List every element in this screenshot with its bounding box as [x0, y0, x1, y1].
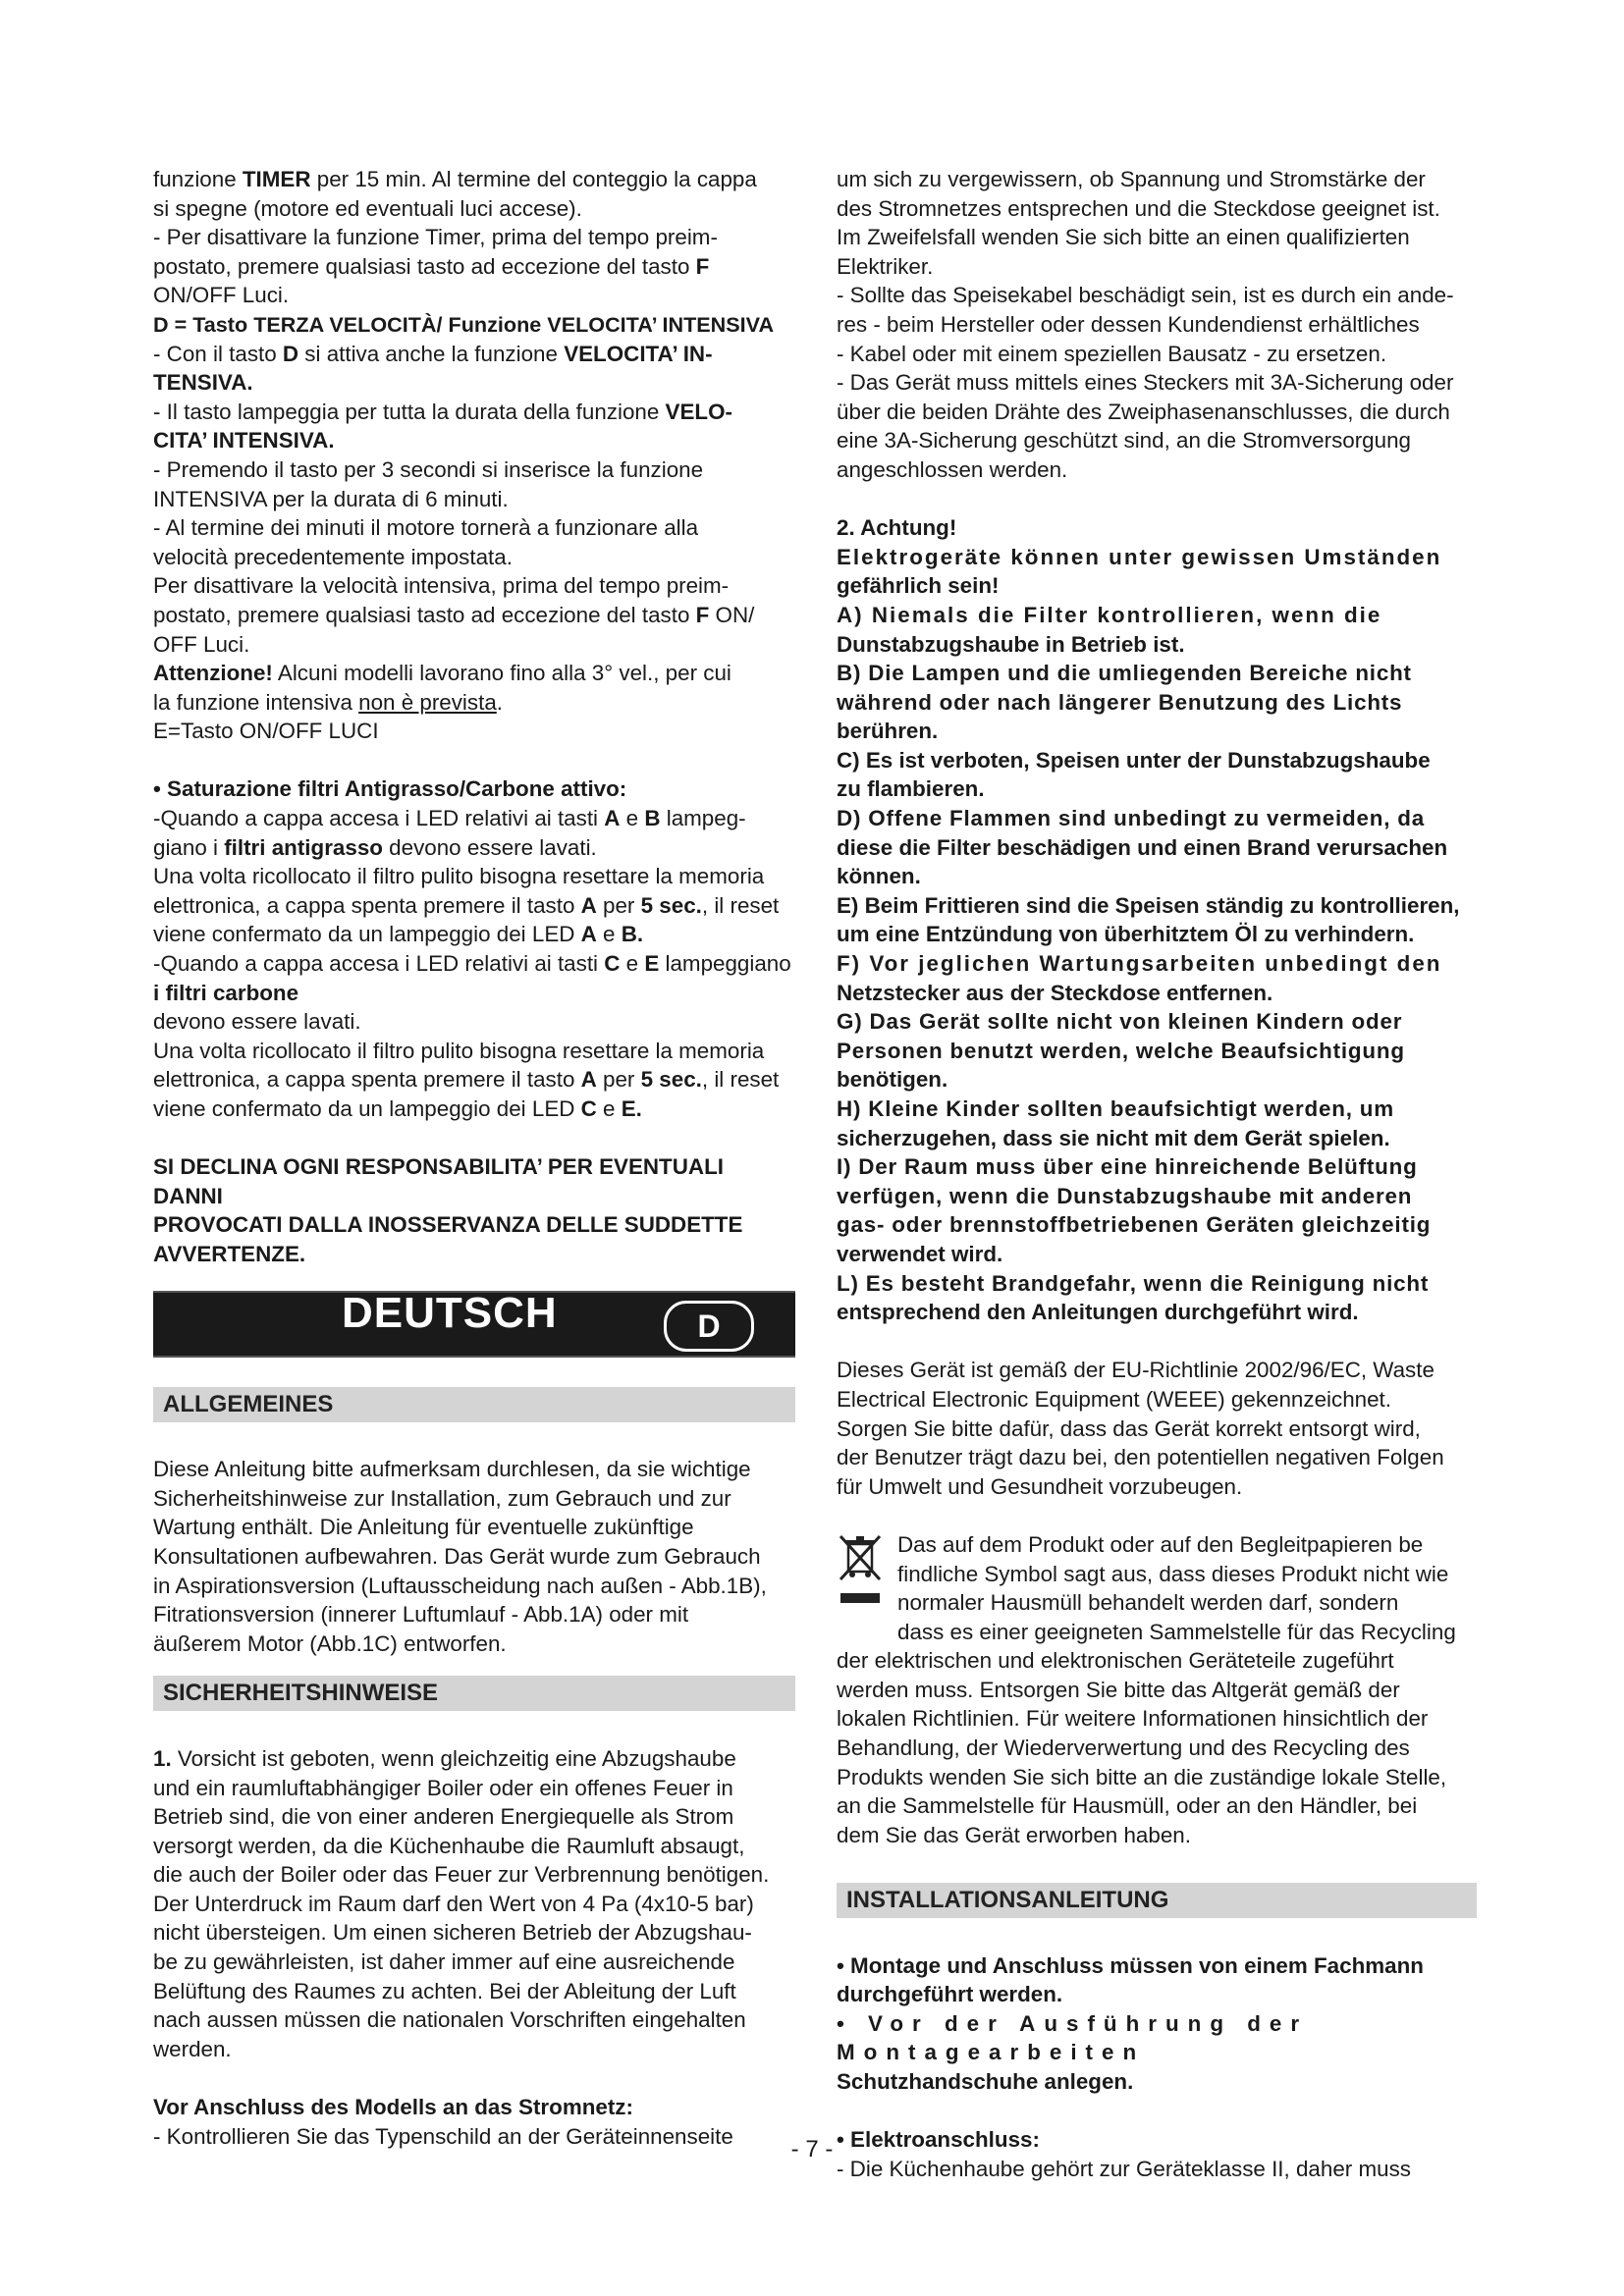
sicherheit-paragraph: [153, 1744, 795, 2064]
right-column: [837, 165, 1477, 2183]
warning-line: I) Der Raum muss über eine hinreichende Belüftung: [837, 1154, 1418, 1180]
text-segment: Vorsicht ist geboten, wenn gleichzeitig eine Abzugshaube: [171, 1745, 736, 1771]
attention-underline: non è prevista: [358, 689, 497, 715]
symbol-rest-paragraph: [837, 1646, 1477, 1849]
filters-heading: • Saturazione filtri Antigrasso/Carbone attivo:: [153, 776, 627, 802]
text-line: Der Unterdruck im Raum darf den Wert von 4 Pa (4x10-5 bar): [153, 1891, 754, 1916]
text-line: normaler Hausmüll behandelt werden darf, sondern: [897, 1590, 1399, 1616]
text-segment: -Quando a cappa accesa i LED relativi ai tasti: [153, 806, 605, 831]
text-line: eine 3A-Sicherung geschützt sind, an die Stromversorgung: [837, 428, 1411, 454]
bold-text: C: [604, 951, 621, 977]
warning-line: gefährlich sein!: [837, 573, 1000, 599]
text-segment: per: [596, 1067, 641, 1093]
text-segment: , il reset: [701, 892, 780, 918]
text-line: si spegne (motore ed eventuali luci accese).: [153, 195, 582, 221]
text-line: werden muss. Entsorgen Sie bitte das Altgerät gemäß der: [837, 1677, 1400, 1702]
bold-text: VELO-: [665, 399, 732, 424]
power-paragraph: [837, 165, 1477, 485]
timer-paragraph: [153, 165, 795, 310]
text-segment: e: [620, 806, 645, 831]
text-line: äußerem Motor (Abb.1C) entworfen.: [153, 1630, 507, 1656]
e-line: E=Tasto ON/OFF LUCI: [153, 719, 379, 744]
bold-text: 1.: [153, 1745, 172, 1771]
text-line: - Al termine dei minuti il motore tornerà a funzionare alla: [153, 515, 699, 541]
text-line: Konsultationen aufbewahren. Das Gerät wurde zum Gebrauch: [153, 1543, 761, 1569]
install-line: durchgeführt werden.: [837, 1982, 1063, 2007]
text-segment: - Il tasto lampeggia per tutta la durata della funzione: [153, 399, 666, 424]
warning-line: sicherzugehen, dass sie nicht mit dem Gerät spielen.: [837, 1125, 1390, 1150]
text-segment: elettronica, a cappa spenta premere il tasto: [153, 1067, 581, 1093]
bold-text: A: [580, 922, 597, 947]
warning-line: diese die Filter beschädigen und einen Brand verursachen: [837, 834, 1448, 860]
attention-line-1: [153, 659, 795, 688]
warning-line: zu flambieren.: [837, 776, 985, 802]
symbol-text: [897, 1530, 1456, 1646]
attention-line-2: [153, 688, 795, 718]
text-line: [153, 398, 795, 427]
text-line: Per disattivare la velocità intensiva, prima del tempo preim-: [153, 573, 730, 599]
text-segment: ON/: [709, 602, 755, 627]
text-line: Electrical Electronic Equipment (WEEE) gekennzeichnet.: [837, 1386, 1391, 1412]
text-segment: si attiva anche la funzione: [298, 341, 565, 366]
text-segment: funzione: [153, 167, 243, 191]
bold-text: 5 sec.: [640, 892, 702, 918]
install-line: • Vor der Ausführung der Montagearbeiten: [837, 2010, 1309, 2065]
text-segment: - Con il tasto: [153, 341, 283, 366]
text-line: Diese Anleitung bitte aufmerksam durchlesen, da sie wichtige: [153, 1457, 751, 1482]
warning-line: G) Das Gerät sollte nicht von kleinen Kindern oder: [837, 1009, 1403, 1035]
text-segment: postato, premere qualsiasi tasto ad eccezione del tasto: [153, 602, 696, 627]
text-line: Wartung enthält. Die Anleitung für eventuelle zukünftige: [153, 1515, 694, 1540]
language-banner: [153, 1288, 795, 1358]
text-line: Belüftung des Raumes zu achten. Bei der Ableitung der Luft: [153, 1978, 736, 2003]
install-line: • Montage und Anschluss müssen von einem Fachmann: [837, 1952, 1424, 1978]
text-line: lokalen Richtlinien. Für weitere Informationen hinsichtlich der: [837, 1706, 1429, 1732]
text-line: nicht übersteigen. Um einen sicheren Betrieb der Abzugshau-: [153, 1920, 752, 1946]
text-segment: per 15 min. Al termine del conteggio la cappa: [310, 167, 757, 191]
text-segment: e: [596, 922, 622, 947]
bold-text: CITA’ INTENSIVA.: [153, 428, 335, 454]
text-line: - Kabel oder mit einem speziellen Bausatz - zu ersetzen.: [837, 341, 1387, 366]
connect-line: - Kontrollieren Sie das Typenschild an der Geräteinnenseite: [153, 2123, 733, 2149]
text-line: werden.: [153, 2036, 232, 2061]
disclaimer: [153, 1152, 795, 1268]
bold-text: B: [644, 806, 661, 831]
weee-symbol-block: [837, 1530, 1477, 1646]
text-segment: -Quando a cappa accesa i LED relativi ai tasti: [153, 951, 605, 977]
warning-line: F) Vor jeglichen Wartungsarbeiten unbedingt den: [837, 951, 1442, 977]
text-segment: devono essere lavati.: [382, 834, 597, 860]
section-allgemeines: ALLGEMEINES: [153, 1387, 795, 1422]
text-line: [153, 601, 795, 630]
warnings-list: [837, 543, 1477, 1327]
bold-text: A: [604, 806, 621, 831]
warning-line: berühren.: [837, 719, 939, 744]
text-line: - Das Gerät muss mittels eines Steckers mit 3A-Sicherung oder: [837, 370, 1454, 396]
text-segment: postato, premere qualsiasi tasto ad eccezione del tasto: [153, 253, 696, 279]
warning-line: benötigen.: [837, 1067, 948, 1093]
text-line: [153, 1065, 795, 1095]
text-line: [153, 1095, 795, 1124]
text-line: [153, 426, 795, 455]
warning-line: während oder nach längerer Benutzung des Lichts: [837, 689, 1403, 715]
text-line: Una volta ricollocato il filtro pulito bisogna resettare la memoria: [153, 1038, 765, 1063]
text-line: nach aussen müssen die nationalen Vorschriften eingehalten: [153, 2007, 746, 2033]
bold-text: TIMER: [242, 167, 311, 191]
text-segment: elettronica, a cappa spenta premere il tasto: [153, 892, 581, 918]
text-segment: per: [596, 892, 641, 918]
text-line: [153, 1744, 795, 1774]
text-line: [153, 368, 795, 398]
text-segment: e: [620, 951, 645, 977]
text-line: versorgt werden, da die Küchenhaube die Raumluft absaugt,: [153, 1833, 745, 1858]
text-line: [153, 891, 795, 921]
text-line: [153, 340, 795, 369]
warning-line: verwendet wird.: [837, 1241, 1003, 1266]
text-line: INTENSIVA per la durata di 6 minuti.: [153, 486, 509, 511]
text-segment: lampeg-: [660, 806, 746, 831]
warning-line: Netzstecker aus der Steckdose entfernen.: [837, 980, 1273, 1005]
text-line: Im Zweifelsfall wenden Sie sich bitte an einen qualifizierten: [837, 225, 1410, 250]
attention-text-2: la funzione intensiva: [153, 689, 359, 715]
text-line: [153, 949, 795, 979]
text-line: und ein raumluftabhängiger Boiler oder ein offenes Feuer in: [153, 1775, 733, 1800]
text-line: res - beim Hersteller oder dessen Kundendienst erhältliches: [837, 311, 1420, 337]
allgemeines-paragraph: [153, 1455, 795, 1658]
text-line: findliche Symbol sagt aus, dass dieses Produkt nicht wie: [897, 1561, 1449, 1586]
elektro-line: - Die Küchenhaube gehört zur Geräteklasse II, daher muss: [837, 2156, 1411, 2181]
bold-text: 5 sec.: [640, 1067, 702, 1093]
warning-line: Dunstabzugshaube in Betrieb ist.: [837, 631, 1185, 657]
install-line: Schutzhandschuhe anlegen.: [837, 2069, 1134, 2094]
filters-paragraph: [153, 804, 795, 1124]
warning-line: verfügen, wenn die Dunstabzugshaube mit anderen: [837, 1183, 1413, 1208]
text-line: [153, 252, 795, 282]
text-line: Fitrationsversion (innerer Luftumlauf - Abb.1A) oder mit: [153, 1602, 689, 1628]
text-line: [153, 920, 795, 949]
weee-paragraph: [837, 1356, 1477, 1501]
text-line: - Premendo il tasto per 3 secondi si inserisce la funzione: [153, 456, 704, 482]
language-title: DEUTSCH: [342, 1288, 558, 1337]
d-paragraph: [153, 340, 795, 660]
text-line: die auch der Boiler oder das Feuer zur Verbrennung benötigen.: [153, 1862, 770, 1888]
bold-text: A: [580, 892, 597, 918]
bold-text: A: [580, 1067, 597, 1093]
text-line: ON/OFF Luci.: [153, 283, 290, 308]
warning-line: entsprechend den Anleitungen durchgeführt wird.: [837, 1300, 1359, 1325]
attention-text: Alcuni modelli lavorano fino alla 3° vel., per cui: [272, 661, 731, 686]
warning-line: H) Kleine Kinder sollten beaufsichtigt werden, um: [837, 1096, 1394, 1121]
text-line: in Aspirationsversion (Luftausscheidung nach außen - Abb.1B),: [153, 1573, 767, 1598]
text-line: Elektriker.: [837, 253, 934, 279]
disclaimer-line: AVVERTENZE.: [153, 1241, 306, 1266]
attention-end: .: [496, 689, 504, 715]
text-line: [153, 165, 795, 194]
bold-text: TENSIVA.: [153, 370, 253, 396]
text-segment: giano i: [153, 834, 225, 860]
text-line: um sich zu vergewissern, ob Spannung und Stromstärke der: [837, 167, 1426, 191]
elektro-heading: • Elektroanschluss:: [837, 2127, 1040, 2153]
text-line: Produkts wenden Sie sich bitte an die zuständige lokale Stelle,: [837, 1764, 1447, 1789]
text-line: Sicherheitshinweise zur Installation, zum Gebrauch und zur: [153, 1485, 731, 1511]
text-line: dass es einer geeigneten Sammelstelle für das Recycling: [897, 1619, 1456, 1644]
text-line: Una volta ricollocato il filtro pulito bisogna resettare la memoria: [153, 864, 765, 889]
text-line: OFF Luci.: [153, 631, 250, 657]
bold-text: D: [282, 341, 299, 366]
connect-heading: Vor Anschluss des Modells an das Stromnetz:: [153, 2095, 633, 2120]
bold-text: E.: [621, 1096, 642, 1121]
attention-label: Attenzione!: [153, 661, 273, 686]
text-segment: viene confermato da un lampeggio dei LED: [153, 922, 581, 947]
text-segment: e: [596, 1096, 622, 1121]
warning-line: gas- oder brennstoffbetriebenen Geräten gleichzeitig: [837, 1212, 1432, 1238]
text-line: über die beiden Drähte des Zweiphasenanschlusses, die durch: [837, 399, 1450, 424]
warning-line: Elektrogeräte können unter gewissen Umständen: [837, 544, 1442, 569]
left-column: [153, 165, 795, 2151]
bold-text: filtri antigrasso: [224, 834, 383, 860]
text-line: angeschlossen werden.: [837, 456, 1068, 482]
page-number: - 7 -: [790, 2136, 834, 2163]
text-line: des Stromnetzes entsprechen und die Steckdose geeignet ist.: [837, 195, 1440, 221]
install-paragraph: [837, 1951, 1477, 2097]
text-line: Dieses Gerät ist gemäß der EU-Richtlinie 2002/96/EC, Waste: [837, 1358, 1435, 1383]
text-line: für Umwelt und Gesundheit vorzubeugen.: [837, 1473, 1243, 1499]
section-installationsanleitung: INSTALLATIONSANLEITUNG: [837, 1883, 1477, 1918]
text-segment: viene confermato da un lampeggio dei LED: [153, 1096, 581, 1121]
warning-line: D) Offene Flammen sind unbedingt zu vermeiden, da: [837, 806, 1426, 831]
text-line: der Benutzer trägt dazu bei, den potentiellen negativen Folgen: [837, 1445, 1444, 1470]
language-badge: D: [664, 1301, 754, 1352]
warning-line: B) Die Lampen und die umliegenden Bereiche nicht: [837, 661, 1412, 686]
achtung-title: 2. Achtung!: [837, 515, 957, 541]
crossed-bin-icon: [837, 1530, 888, 1621]
bold-text: i filtri carbone: [153, 980, 299, 1005]
bold-text: B.: [621, 922, 644, 947]
text-line: be zu gewährleisten, ist daher immer auf eine ausreichende: [153, 1949, 735, 1975]
bold-text: F: [695, 253, 710, 279]
warning-line: L) Es besteht Brandgefahr, wenn die Reinigung nicht: [837, 1270, 1430, 1296]
bold-text: C: [580, 1096, 597, 1121]
bold-text: VELOCITA’ IN-: [564, 341, 713, 366]
disclaimer-line: SI DECLINA OGNI RESPONSABILITA’ PER EVENTUALI DANNI: [153, 1154, 724, 1208]
text-segment: lampeggiano: [659, 951, 791, 977]
warning-line: können.: [837, 864, 921, 889]
bold-text: F: [695, 602, 710, 627]
text-line: - Sollte das Speisekabel beschädigt sein, ist es durch ein ande-: [837, 283, 1454, 308]
text-line: dem Sie das Gerät erworben haben.: [837, 1822, 1191, 1847]
disclaimer-line: PROVOCATI DALLA INOSSERVANZA DELLE SUDDETTE: [153, 1212, 743, 1238]
warning-line: um eine Entzündung von überhitztem Öl zu verhindern.: [837, 922, 1415, 947]
text-line: [153, 979, 795, 1008]
text-line: velocità precedentemente impostata.: [153, 544, 513, 569]
d-heading: D = Tasto TERZA VELOCITÀ/ Funzione VELOCITA’ INTENSIVA: [153, 311, 775, 337]
text-line: Betrieb sind, die von einer anderen Energiequelle als Strom: [153, 1804, 734, 1830]
warning-line: E) Beim Frittieren sind die Speisen ständig zu kontrollieren,: [837, 892, 1460, 918]
text-line: devono essere lavati.: [153, 1009, 361, 1035]
text-line: Das auf dem Produkt oder auf den Begleitpapieren be: [897, 1531, 1424, 1557]
warning-line: Personen benutzt werden, welche Beaufsichtigung: [837, 1038, 1405, 1063]
text-segment: , il reset: [701, 1067, 780, 1093]
text-line: Sorgen Sie bitte dafür, dass das Gerät korrekt entsorgt wird,: [837, 1415, 1421, 1441]
warning-line: A) Niemals die Filter kontrollieren, wenn die: [837, 602, 1382, 627]
text-line: der elektrischen und elektronischen Geräteteile zugeführt: [837, 1648, 1394, 1674]
text-line: an die Sammelstelle für Hausmüll, oder an den Händler, bei: [837, 1793, 1418, 1819]
text-line: [153, 833, 795, 863]
bold-text: E: [644, 951, 660, 977]
section-sicherheitshinweise: SICHERHEITSHINWEISE: [153, 1676, 795, 1711]
warning-line: C) Es ist verboten, Speisen unter der Dunstabzugshaube: [837, 747, 1431, 773]
text-line: - Per disattivare la funzione Timer, prima del tempo preim-: [153, 225, 718, 250]
text-line: Behandlung, der Wiederverwertung und des Recycling des: [837, 1735, 1410, 1761]
text-line: [153, 804, 795, 833]
